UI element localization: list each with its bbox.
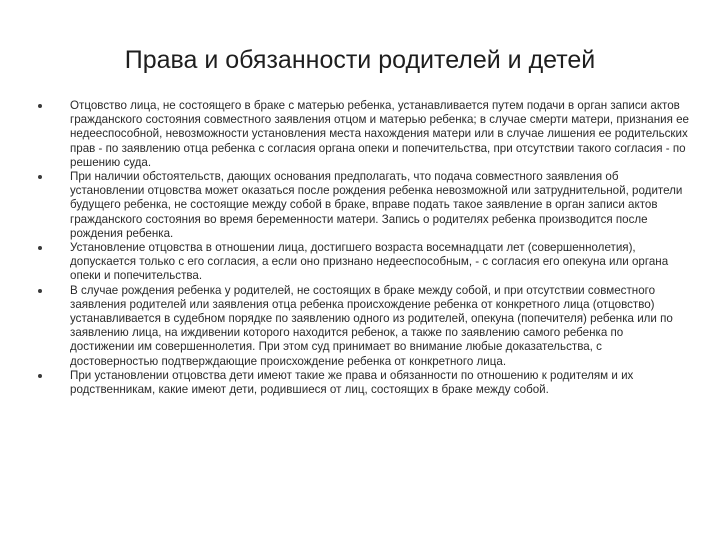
bullet-list xyxy=(38,99,690,397)
bullet-dot-icon xyxy=(38,104,42,108)
bullet-text: Установление отцовства в отношении лица, достигшего возраста восемнадцати лет (совершеннолетия), допускается только с его согласия, а если оно признано недееспособным, - с согласия его опекуна или органа опеки и попечительства. xyxy=(70,241,669,283)
bullet-item xyxy=(38,284,690,369)
slide-title: Права и обязанности родителей и детей xyxy=(124,46,596,74)
bullet-dot-icon xyxy=(38,175,42,179)
bullet-text: Отцовство лица, не состоящего в браке с матерью ребенка, устанавливается путем подачи в орган записи актов гражданского состояния совместного заявления отцом и матерью ребенка; в случае смерти матери, признания ее недееспособной, невозможности установления места нахождения матери или в случае лишения ее родительских прав - по заявлению отца ребенка с согласия органа опеки и попечительства, при отсутствии такого согласия - по решению суда. xyxy=(70,99,689,169)
bullet-text: При установлении отцовства дети имеют такие же права и обязанности по отношению к родителям и их родственникам, какие имеют дети, родившиеся от лиц, состоящих в браке между собой. xyxy=(70,368,634,397)
bullet-dot-icon xyxy=(38,289,42,293)
bullet-item xyxy=(38,241,690,284)
bullet-text: В случае рождения ребенка у родителей, не состоящих в браке между собой, и при отсутствии совместного заявления родителей или заявления отца ребенка происхождение ребенка от конкретного лица (отцовство) устанавливается в судебном порядке по заявлению одного из родителей, опекуна (попечителя) ребенка или по заявлению лица, на иждивении которого находится ребенок, а также по заявлению самого ребенка по достижении им совершеннолетия. При этом суд принимает во внимание любые доказательства, с достоверностью подтверждающие происхождение ребенка от конкретного лица. xyxy=(70,283,673,368)
bullet-text: При наличии обстоятельств, дающих основания предполагать, что подача совместного заявления об установлении отцовства может оказаться после рождения ребенка невозможной или затруднительной, родители будущего ребенка, не состоящие между собой в браке, вправе подать такое заявление в орган записи актов гражданского состояния во время беременности матери. Запись о родителях ребенка производится после рождения ребенка. xyxy=(70,170,683,240)
bullet-item xyxy=(38,99,690,170)
bullet-dot-icon xyxy=(38,246,42,250)
bullet-item xyxy=(38,369,690,397)
bullet-dot-icon xyxy=(38,374,42,378)
bullet-item xyxy=(38,170,690,241)
